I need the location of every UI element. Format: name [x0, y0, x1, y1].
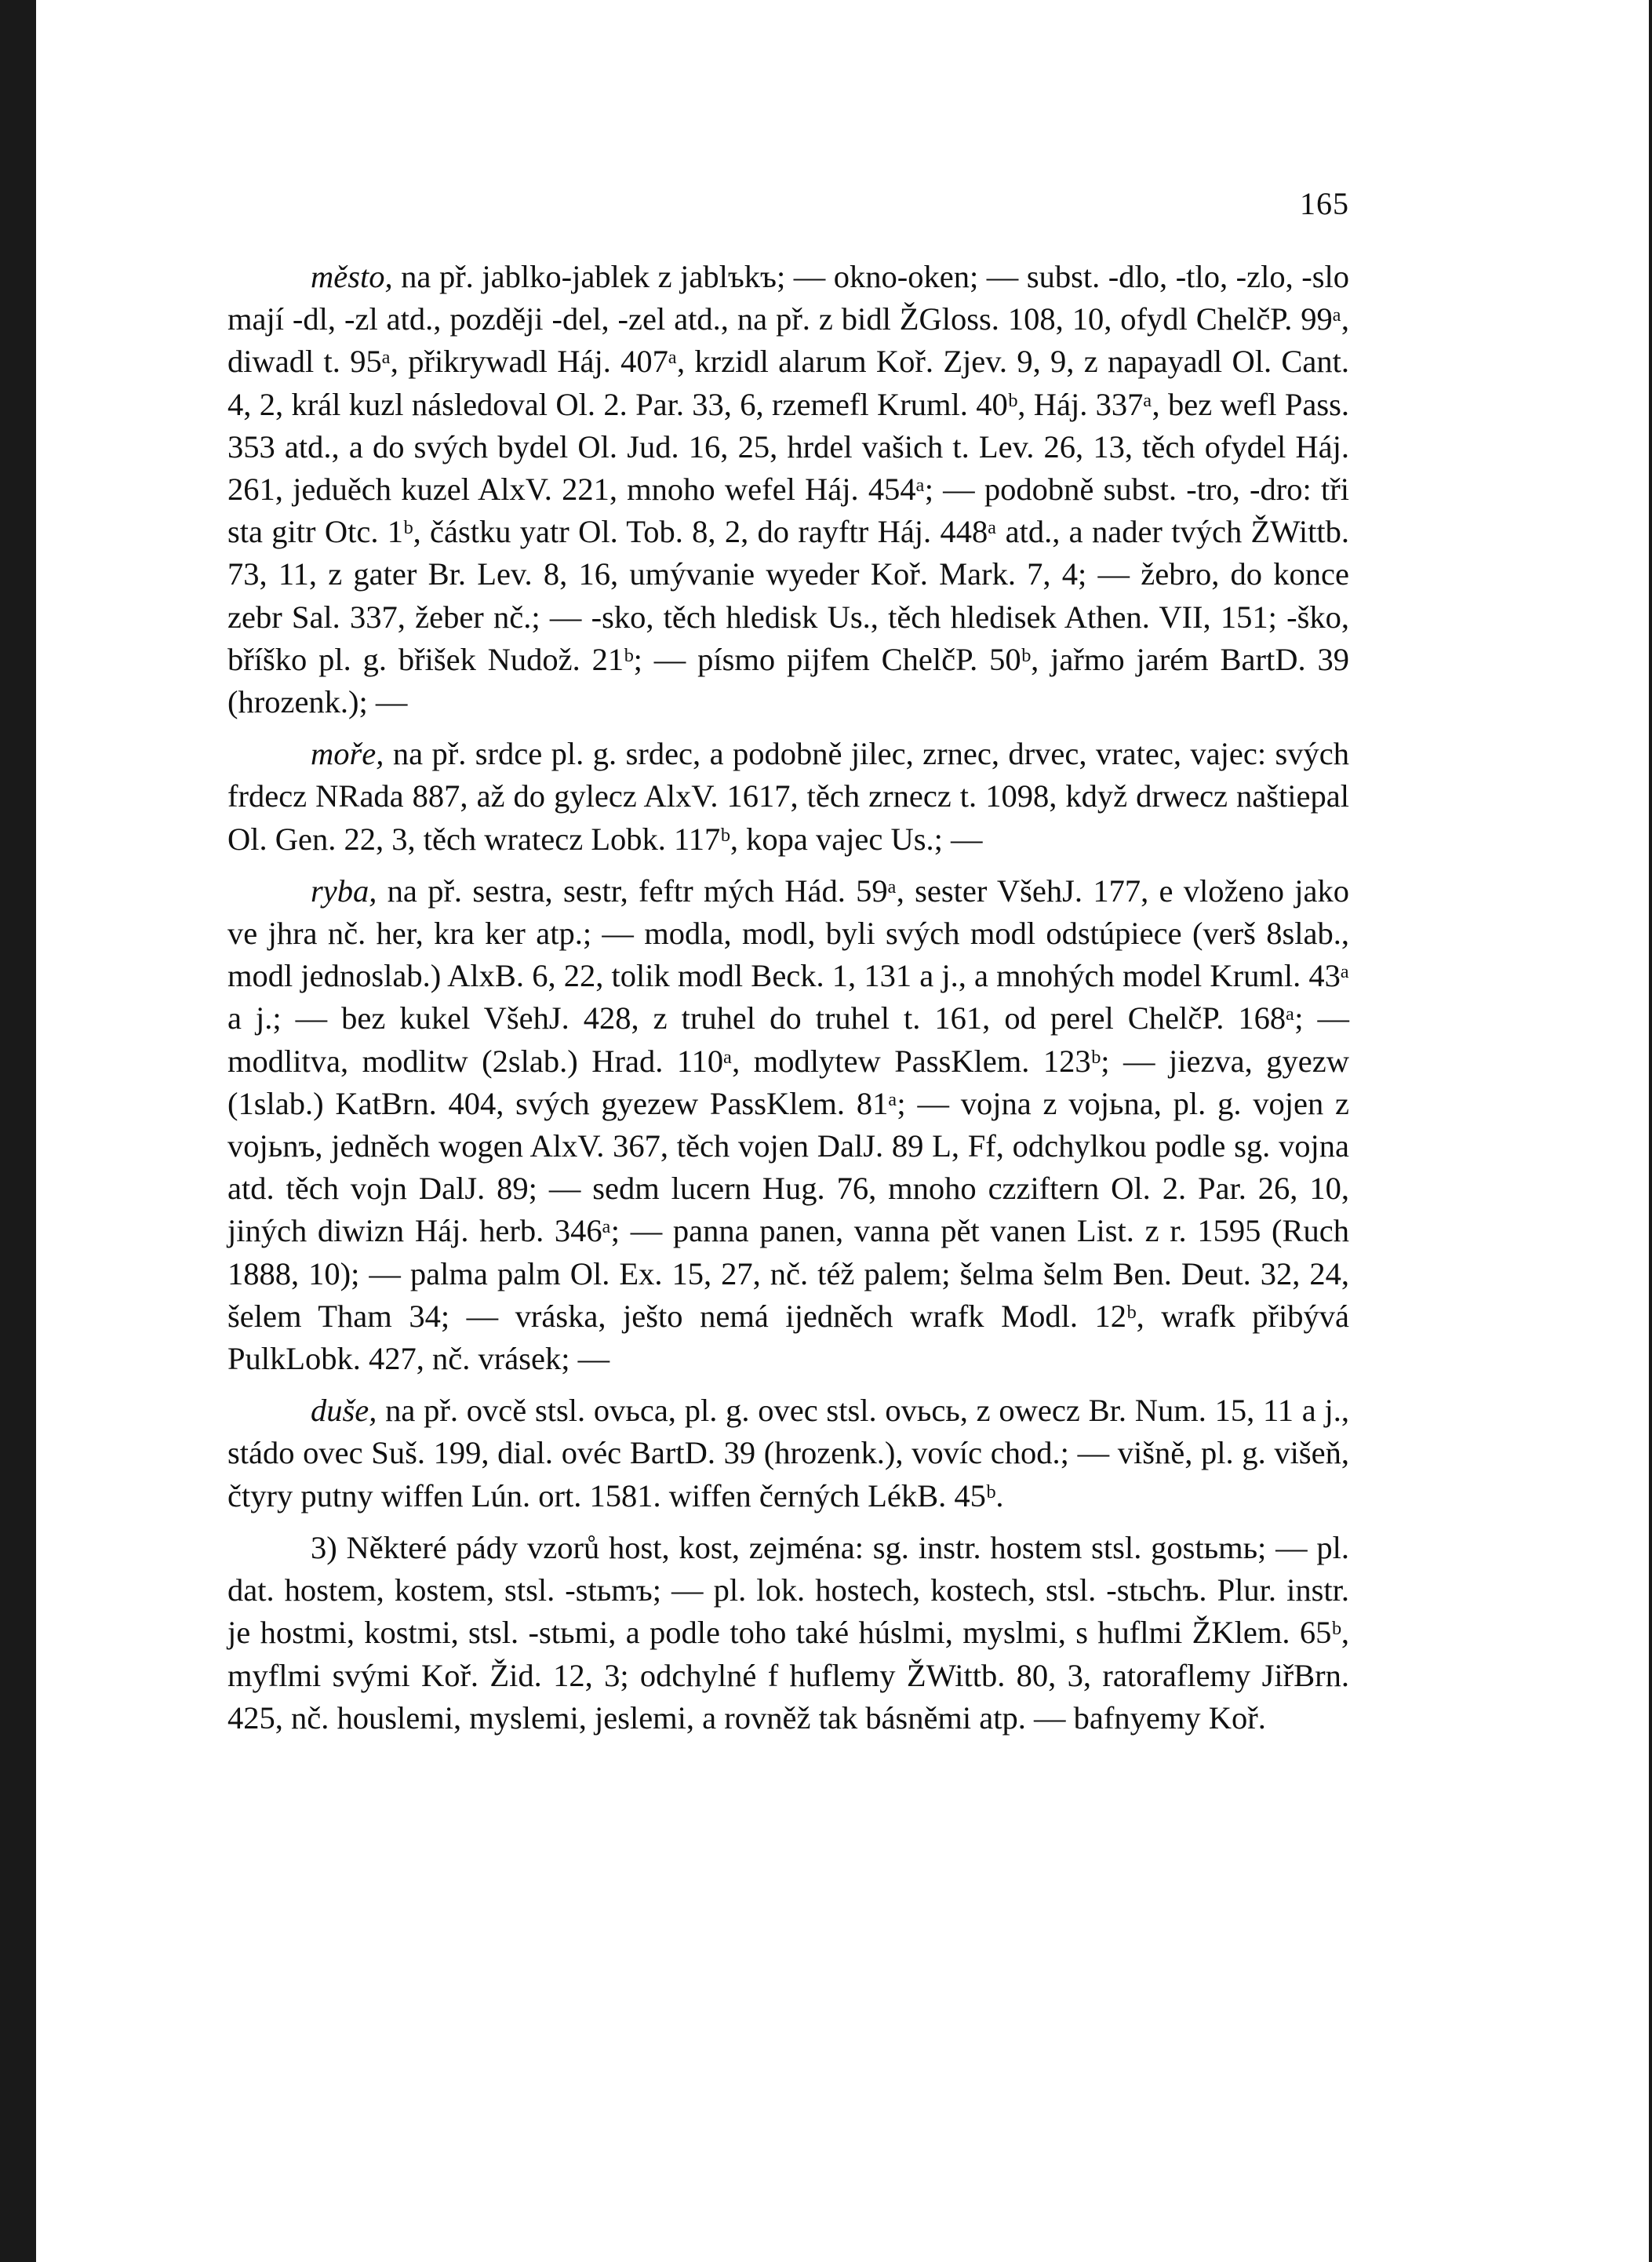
paragraph-mesto — [227, 256, 1349, 723]
paragraph-text: na př. jablko-jablek z jablъkъ; — okno-oken; — subst. -dlo, -tlo, -zlo, -slo mají -dl, -zl atd., později -del, -zel atd., na př. z bidl ŽGloss. 108, 10, ofydl ChelčP. 99ᵃ, diwadl t. 95ᵃ, přikrywadl Háj. 407ᵃ, krzidl alarum Koř. Zjev. 9, 9, z napayadl Ol. Cant. 4, 2, král kuzl následoval Ol. 2. Par. 33, 6, rzemefl Kruml. 40ᵇ, Háj. 337ᵃ, bez wefl Pass. 353 atd., a do svých bydel Ol. Jud. 16, 25, hrdel vašich t. Lev. 26, 13, těch ofydel Háj. 261, jeduěch kuzel AlxV. 221, mnoho wefel Háj. 454ᵃ; — podobně subst. -tro, -dro: tři sta gitr Otc. 1ᵇ, částku yatr Ol. Tob. 8, 2, do rayftr Háj. 448ᵃ atd., a nader tvých ŽWittb. 73, 11, z gater Br. Lev. 8, 16, umývanie wyeder Koř. Mark. 7, 4; — žebro, do konce zebr Sal. 337, žeber nč.; — -sko, těch hledisk Us., těch hledisek Athen. VII, 151; -ško, bříško pl. g. břišek Nudož. 21ᵇ; — písmo pijfem ChelčP. 50ᵇ, jařmo jarém BartD. 39 (hrozenk.); — — [227, 259, 1349, 720]
paragraph-more — [227, 733, 1349, 861]
section-heading: 3) Některé pády — [311, 1529, 519, 1565]
paragraph-lead: duše, — [311, 1393, 377, 1429]
scan-edge-right — [1649, 0, 1652, 2262]
paragraph-text: na př. sestra, sestr, feftr mých Hád. 59ᵃ, sester VšehJ. 177, e vloženo jako ve jhra nč. her, kra ker atp.; — modla, modl, byli svých modl odstúpiece (verš 8slab., modl jednoslab.) AlxB. 6, 22, tolik modl Beck. 1, 131 a j., a mnohých model Kruml. 43ᵃ a j.; — bez kukel VšehJ. 428, z truhel do truhel t. 161, od perel ChelčP. 168ᵃ; — modlitva, modlitw (2slab.) Hrad. 110ᵃ, modlytew PassKlem. 123ᵇ; — jiezva, gyezw (1slab.) KatBrn. 404, svých gyezew PassKlem. 81ᵃ; — vojna z vojьna, pl. g. vojen z vojьnъ, jedněch wogen AlxV. 367, těch vojen DalJ. 89 L, Ff, odchylkou podle sg. vojna atd. těch vojn DalJ. 89; — sedm lucern Hug. 76, mnoho czziftern Ol. 2. Par. 26, 10, jiných diwizn Háj. herb. 346ᵃ; — panna panen, vanna pět vanen List. z r. 1595 (Ruch 1888, 10); — palma palm Ol. Ex. 15, 27, nč. též palem; šelma šelm Ben. Deut. 32, 24, šelem Tham 34; — vráska, ješto nemá ijedněch wrafk Modl. 12ᵇ, wrafk přibývá PulkLobk. 427, nč. vrásek; — — [227, 872, 1350, 1377]
paragraph-text: na př. ovcě stsl. ovьca, pl. g. ovec stsl. ovьсь, z owecz Br. Num. 15, 11 a j., stádo ovec Suš. 199, dial. ovéc BartD. 39 (hrozenk.), vovíc chod.; — višně, pl. g. višeň, čtyry putny wiffen Lún. ort. 1581. wiffen černých LékB. 45ᵇ. — [227, 1393, 1349, 1513]
paragraph-duse — [227, 1390, 1349, 1517]
paragraph-lead: ryba, — [311, 872, 377, 909]
paragraph-ryba — [227, 870, 1349, 1380]
book-page — [227, 0, 1349, 2262]
paragraph-lead: město, — [311, 259, 393, 294]
page-number: 165 — [1300, 186, 1349, 221]
paragraph-text: na př. srdce pl. g. srdec, a podobně jilec, zrnec, drvec, vratec, vajec: svých frdecz NRada 887, až do gylecz AlxV. 1617, těch zrnecz t. 1098, když drwecz naštiepal Ol. Gen. 22, 3, těch wratecz Lobk. 117ᵇ, kopa vajec Us.; — — [227, 736, 1350, 857]
paragraph-text: vzorů host, kost, zejména: sg. instr. hostem stsl. gostьmь; — pl. dat. hostem, kostem, stsl. -stьmъ; — pl. lok. hostech, kostech, stsl. -stьchъ. Plur. instr. je hostmi, kostmi, stsl. -stьmi, a podle toho také húslmi, myslmi, s huflmi ŽKlem. 65ᵇ, myflmi svými Koř. Žid. 12, 3; odchylné f huflemy ŽWittb. 80, 3, ratoraflemy JiřBrn. 425, nč. houslemi, myslemi, jeslemi, a rovněž tak básněmi atp. — bafnyemy Koř. — [227, 1529, 1350, 1736]
paragraph-section-3 — [227, 1527, 1349, 1739]
paragraph-lead: moře, — [311, 736, 384, 772]
scan-edge-left — [0, 0, 36, 2262]
body-text — [227, 256, 1349, 1739]
